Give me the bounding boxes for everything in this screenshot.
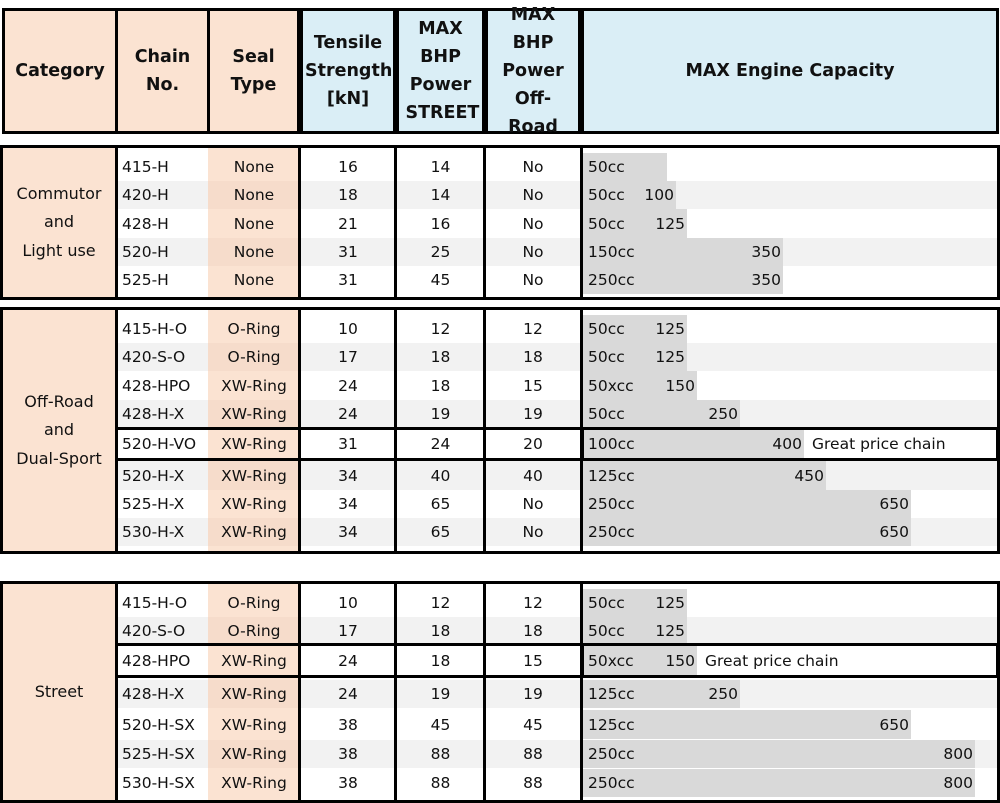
- seal-type-cell: XW-Ring: [221, 435, 287, 453]
- capacity-min-label: 100cc: [588, 435, 635, 453]
- tensile-cell: 34: [338, 495, 358, 513]
- bhp-street-cell: 12: [430, 594, 451, 612]
- category-label-line: Commutor: [16, 183, 102, 203]
- capacity-max-label: 250: [708, 405, 738, 423]
- tensile-cell: 38: [338, 774, 358, 792]
- bhp-street-cell: 24: [430, 435, 451, 453]
- tensile-cell: 21: [338, 214, 358, 233]
- bhp-offroad-cell: 12: [523, 594, 543, 612]
- bhp-offroad-cell: No: [522, 523, 544, 541]
- chain-no-cell: 415-H-O: [122, 594, 188, 612]
- capacity-min-label: 125cc: [588, 685, 635, 703]
- tensile-cell: 24: [338, 651, 358, 670]
- bhp-street-cell: 88: [430, 745, 451, 763]
- category-label-line: and: [43, 212, 75, 232]
- bhp-street-cell: 65: [430, 495, 451, 513]
- tensile-cell: 16: [338, 158, 358, 176]
- bhp-offroad-cell: 88: [523, 745, 543, 763]
- bhp-offroad-cell: 12: [523, 320, 543, 338]
- tensile-cell: 31: [338, 435, 358, 453]
- category-label-line: Light use: [22, 240, 96, 260]
- chain-no-cell: 520-H-X: [122, 466, 185, 485]
- column-divider: [394, 584, 397, 800]
- capacity-min-label: 50cc: [588, 320, 625, 338]
- bhp-offroad-cell: 40: [523, 466, 543, 485]
- tensile-cell: 24: [338, 405, 358, 423]
- header-seal-type-label: Seal Type: [230, 47, 277, 95]
- bhp-offroad-cell: 19: [523, 685, 543, 703]
- capacity-min-label: 50cc: [588, 186, 625, 204]
- column-divider: [580, 148, 583, 297]
- chain-no-cell: 525-H-X: [122, 495, 185, 513]
- seal-type-cell: XW-Ring: [221, 466, 287, 485]
- header-bhp-street-label: MAX BHP Power STREET: [405, 19, 480, 123]
- capacity-max-label: 650: [879, 495, 909, 513]
- capacity-min-label: 50cc: [588, 594, 625, 612]
- bhp-street-cell: 40: [430, 466, 451, 485]
- category-label-line: Dual-Sport: [16, 448, 102, 468]
- bhp-street-cell: 25: [430, 243, 451, 261]
- capacity-max-label: 125: [655, 622, 685, 640]
- capacity-min-label: 50cc: [588, 158, 625, 176]
- chain-no-cell: 525-H-SX: [122, 745, 195, 763]
- chain-no-cell: 415-H-O: [122, 320, 188, 338]
- category-cell: [2, 148, 116, 297]
- category-label: [35, 678, 84, 707]
- bhp-offroad-cell: No: [522, 243, 544, 261]
- tensile-cell: 10: [338, 594, 358, 612]
- bhp-offroad-cell: 45: [523, 715, 543, 734]
- column-divider: [298, 584, 301, 800]
- bhp-street-cell: 18: [430, 622, 451, 640]
- capacity-min-label: 125cc: [588, 715, 635, 734]
- seal-type-cell: XW-Ring: [221, 651, 287, 670]
- header-tensile: [300, 8, 396, 134]
- bhp-street-cell: 16: [430, 214, 451, 233]
- capacity-max-label: 800: [943, 774, 973, 792]
- capacity-max-label: 400: [772, 435, 802, 453]
- chain-no-cell: 428-H-X: [122, 685, 185, 703]
- bhp-street-cell: 65: [430, 523, 451, 541]
- bhp-offroad-cell: No: [522, 158, 544, 176]
- capacity-max-label: 250: [708, 685, 738, 703]
- capacity-max-label: 125: [655, 594, 685, 612]
- bhp-street-cell: 88: [430, 774, 451, 792]
- capacity-min-label: 250cc: [588, 745, 635, 763]
- capacity-min-label: 150cc: [588, 243, 635, 261]
- column-divider: [115, 310, 118, 551]
- column-divider: [483, 584, 486, 800]
- seal-type-cell: None: [233, 214, 275, 233]
- capacity-min-label: 125cc: [588, 466, 635, 485]
- column-divider: [298, 148, 301, 297]
- tensile-cell: 34: [338, 466, 358, 485]
- bhp-street-cell: 12: [430, 320, 451, 338]
- column-divider: [580, 584, 583, 800]
- category-cell: [2, 310, 116, 551]
- tensile-cell: 24: [338, 376, 358, 395]
- capacity-max-label: 125: [655, 214, 685, 233]
- header-bhp-offroad: [485, 5, 581, 137]
- bhp-street-cell: 14: [430, 186, 451, 204]
- capacity-min-label: 250cc: [588, 271, 635, 289]
- tensile-cell: 38: [338, 745, 358, 763]
- chain-no-cell: 428-H-X: [122, 405, 185, 423]
- bhp-street-cell: 19: [430, 405, 451, 423]
- bhp-street-cell: 18: [430, 348, 451, 366]
- bhp-offroad-cell: 15: [523, 376, 543, 395]
- column-divider: [298, 310, 301, 551]
- seal-type-cell: XW-Ring: [221, 715, 287, 734]
- capacity-min-label: 50xcc: [588, 651, 634, 670]
- capacity-max-label: 100: [644, 186, 674, 204]
- seal-type-cell: None: [233, 243, 275, 261]
- capacity-min-label: 250cc: [588, 774, 635, 792]
- recommendation-note: Great price chain: [812, 435, 946, 453]
- bhp-street-cell: 18: [430, 376, 451, 395]
- chain-no-cell: 420-S-O: [122, 622, 186, 640]
- header-tensile-label: Tensile Strength [kN]: [305, 33, 393, 109]
- column-divider: [115, 148, 118, 297]
- header-engine-capacity-label: MAX Engine Capacity: [685, 61, 895, 81]
- chain-no-cell: 420-S-O: [122, 348, 186, 366]
- tensile-cell: 34: [338, 523, 358, 541]
- seal-type-cell: XW-Ring: [221, 495, 287, 513]
- tensile-cell: 10: [338, 320, 358, 338]
- bhp-offroad-cell: 18: [523, 622, 543, 640]
- capacity-min-label: 50cc: [588, 214, 625, 233]
- chain-no-cell: 530-H-X: [122, 523, 185, 541]
- seal-type-cell: O-Ring: [227, 320, 281, 338]
- capacity-max-label: 450: [794, 466, 824, 485]
- column-divider: [115, 584, 118, 800]
- seal-type-cell: XW-Ring: [221, 774, 287, 792]
- tensile-cell: 18: [338, 186, 358, 204]
- seal-type-cell: O-Ring: [227, 594, 281, 612]
- chain-no-cell: 520-H-VO: [122, 435, 197, 453]
- category-cell: [2, 584, 116, 800]
- tensile-cell: 38: [338, 715, 358, 734]
- category-label: [17, 180, 102, 266]
- column-divider: [483, 148, 486, 297]
- bhp-offroad-cell: 19: [523, 405, 543, 423]
- tensile-cell: 31: [338, 243, 358, 261]
- chain-no-cell: 525-H: [122, 271, 169, 289]
- seal-type-cell: XW-Ring: [221, 376, 287, 395]
- bhp-offroad-cell: No: [522, 214, 544, 233]
- capacity-max-label: 350: [751, 271, 781, 289]
- chain-no-cell: 520-H: [122, 243, 169, 261]
- header-seal-type: [207, 8, 300, 134]
- capacity-min-label: 50cc: [588, 622, 625, 640]
- chain-no-cell: 428-H: [122, 214, 169, 233]
- capacity-max-label: 125: [655, 348, 685, 366]
- column-divider: [580, 310, 583, 551]
- bhp-street-cell: 18: [430, 651, 451, 670]
- capacity-max-label: 650: [879, 715, 909, 734]
- category-label-line: and: [43, 420, 75, 440]
- bhp-street-cell: 19: [430, 685, 451, 703]
- bhp-street-cell: 14: [430, 158, 451, 176]
- chain-no-cell: 428-HPO: [122, 651, 191, 670]
- category-label-line: Street: [34, 681, 84, 701]
- column-divider: [394, 310, 397, 551]
- seal-type-cell: None: [233, 158, 275, 176]
- bhp-street-cell: 45: [430, 271, 451, 289]
- seal-type-cell: XW-Ring: [221, 523, 287, 541]
- bhp-offroad-cell: No: [522, 271, 544, 289]
- tensile-cell: 17: [338, 348, 358, 366]
- header-category: [2, 8, 118, 134]
- capacity-max-label: 800: [943, 745, 973, 763]
- header-bhp-offroad-label: MAX BHP Power Off-Road: [502, 5, 564, 137]
- capacity-max-label: 125: [655, 320, 685, 338]
- capacity-min-label: 50cc: [588, 405, 625, 423]
- category-label: [16, 388, 101, 474]
- seal-type-cell: None: [233, 271, 275, 289]
- bhp-offroad-cell: No: [522, 495, 544, 513]
- seal-type-cell: XW-Ring: [221, 745, 287, 763]
- capacity-min-label: 250cc: [588, 523, 635, 541]
- chain-no-cell: 420-H: [122, 186, 169, 204]
- header-chain-no: [115, 8, 210, 134]
- chain-no-cell: 530-H-SX: [122, 774, 195, 792]
- capacity-min-label: 250cc: [588, 495, 635, 513]
- capacity-max-label: 650: [879, 523, 909, 541]
- column-divider: [483, 310, 486, 551]
- tensile-cell: 17: [338, 622, 358, 640]
- capacity-max-label: 350: [751, 243, 781, 261]
- seal-type-cell: XW-Ring: [221, 405, 287, 423]
- bhp-offroad-cell: 18: [523, 348, 543, 366]
- tensile-cell: 24: [338, 685, 358, 703]
- column-divider: [394, 148, 397, 297]
- bhp-offroad-cell: No: [522, 186, 544, 204]
- seal-type-cell: O-Ring: [227, 622, 281, 640]
- capacity-min-label: 50cc: [588, 348, 625, 366]
- bhp-offroad-cell: 20: [523, 435, 543, 453]
- seal-type-cell: O-Ring: [227, 348, 281, 366]
- recommendation-note: Great price chain: [705, 651, 839, 670]
- seal-type-cell: None: [233, 186, 275, 204]
- bhp-street-cell: 45: [430, 715, 451, 734]
- chain-no-cell: 520-H-SX: [122, 715, 195, 734]
- bhp-offroad-cell: 15: [523, 651, 543, 670]
- tensile-cell: 31: [338, 271, 358, 289]
- capacity-max-label: 150: [665, 651, 695, 670]
- seal-type-cell: XW-Ring: [221, 685, 287, 703]
- header-bhp-street: [396, 8, 485, 134]
- capacity-min-label: 50xcc: [588, 376, 634, 395]
- header-category-label: Category: [15, 61, 105, 81]
- capacity-max-label: 150: [665, 376, 695, 395]
- chain-no-cell: 415-H: [122, 158, 169, 176]
- header-chain-no-label: Chain No.: [134, 47, 191, 95]
- header-engine-capacity: [581, 8, 999, 134]
- chain-no-cell: 428-HPO: [122, 376, 191, 395]
- category-label-line: Off-Road: [24, 391, 94, 411]
- bhp-offroad-cell: 88: [523, 774, 543, 792]
